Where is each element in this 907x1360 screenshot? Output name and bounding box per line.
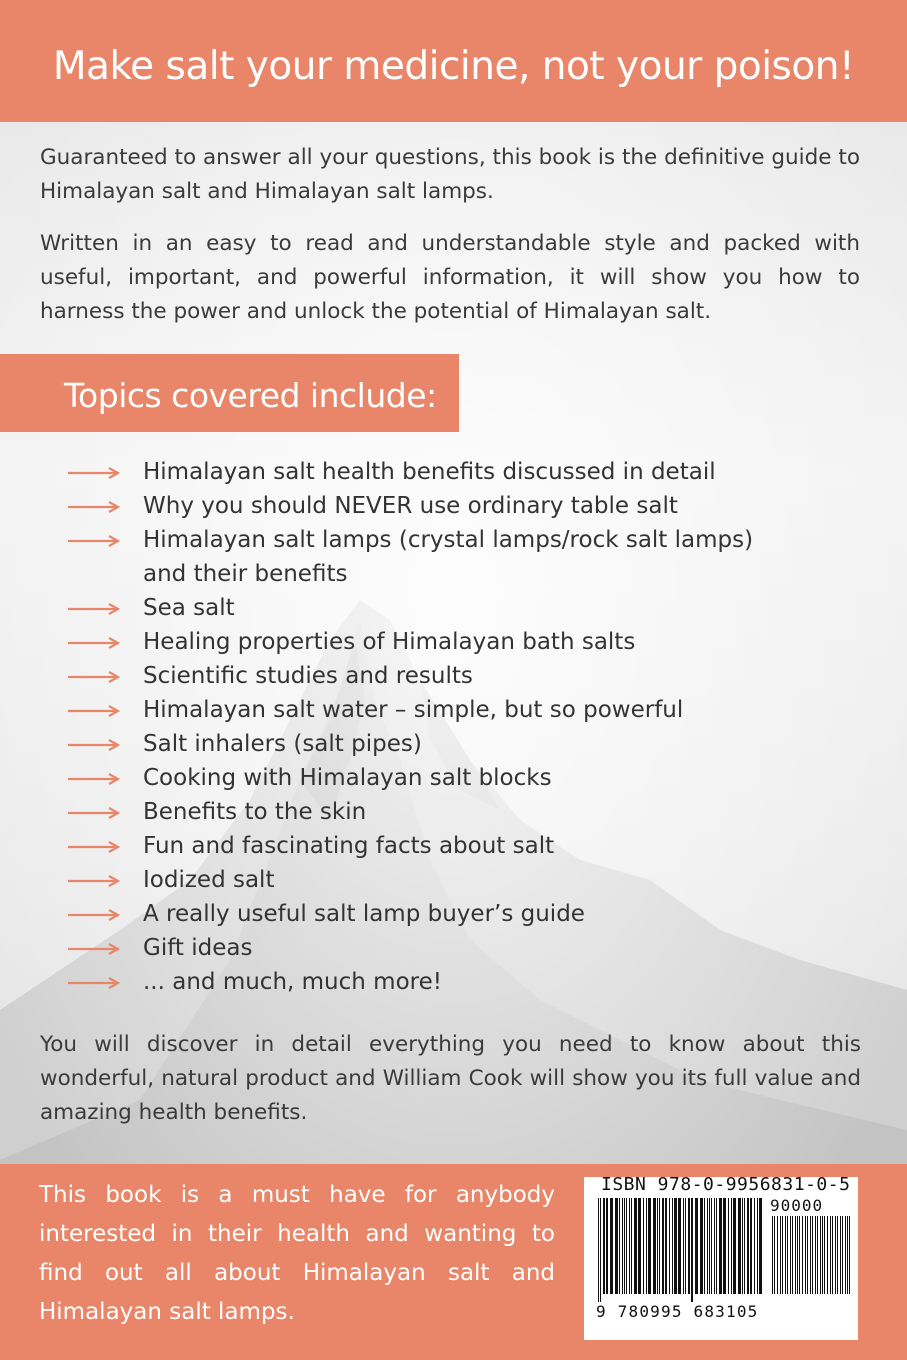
topic-label: Benefits to the skin xyxy=(143,799,367,825)
barcode-bar xyxy=(817,1216,818,1294)
barcode-bar xyxy=(795,1216,796,1294)
barcode-bar xyxy=(847,1216,848,1294)
barcode-bar xyxy=(835,1216,836,1294)
barcode-bar xyxy=(750,1198,752,1294)
barcode-bar xyxy=(792,1216,793,1294)
barcode-bar xyxy=(747,1198,749,1294)
right-arrow-icon xyxy=(68,976,120,990)
list-item xyxy=(0,965,800,999)
barcode-bar xyxy=(799,1216,800,1294)
barcode-digits: 9 780995 683105 xyxy=(596,1302,759,1321)
barcode-bar xyxy=(598,1198,599,1302)
barcode-bar xyxy=(824,1216,825,1294)
topic-label: Fun and fascinating facts about salt xyxy=(143,833,555,859)
topic-label: A really useful salt lamp buyer’s guide xyxy=(143,901,585,927)
list-item xyxy=(0,931,800,965)
barcode-bar xyxy=(782,1216,783,1294)
right-arrow-icon xyxy=(68,942,120,956)
barcode-bar xyxy=(777,1216,778,1294)
barcode-bar xyxy=(678,1198,681,1294)
right-arrow-icon xyxy=(68,840,120,854)
right-arrow-icon xyxy=(68,500,120,514)
barcode-bar xyxy=(837,1216,838,1294)
right-arrow-icon xyxy=(68,466,120,480)
barcode-bar xyxy=(820,1216,821,1294)
topic-label: Himalayan salt lamps (crystal lamps/rock salt lamps) xyxy=(143,527,754,553)
right-arrow-icon xyxy=(68,670,120,684)
barcode-bar xyxy=(822,1216,823,1294)
topic-label: Sea salt xyxy=(143,595,235,621)
topic-label: Himalayan salt water – simple, but so powerful xyxy=(143,697,684,723)
barcode-bar xyxy=(772,1216,773,1294)
barcode-bar xyxy=(728,1198,729,1294)
barcode-bar xyxy=(688,1198,690,1294)
barcode-bar xyxy=(790,1216,791,1294)
barcode-bar xyxy=(626,1198,627,1294)
isbn-label: ISBN 978-0-9956831-0-5 xyxy=(601,1174,851,1195)
topic-label: Salt inhalers (salt pipes) xyxy=(143,731,422,757)
barcode-bar xyxy=(738,1198,741,1294)
barcode-ean13 xyxy=(596,1198,762,1302)
topic-label-continuation: and their benefits xyxy=(143,561,348,587)
barcode-bar xyxy=(759,1198,762,1294)
barcode-addon xyxy=(770,1216,854,1302)
barcode-bar xyxy=(653,1198,656,1294)
barcode-bar xyxy=(622,1198,623,1294)
barcode-bar xyxy=(830,1216,831,1294)
barcode-bar xyxy=(815,1216,816,1294)
barcode-bar xyxy=(691,1198,693,1302)
barcode-bar xyxy=(719,1198,722,1294)
barcode-bar xyxy=(774,1216,775,1294)
barcode-bar xyxy=(624,1198,625,1294)
barcode-bar xyxy=(840,1216,841,1294)
list-item xyxy=(0,897,800,931)
topic-label: Healing properties of Himalayan bath salts xyxy=(143,629,636,655)
barcode-bar xyxy=(807,1216,808,1294)
right-arrow-icon xyxy=(68,908,120,922)
barcode-bar xyxy=(629,1198,630,1294)
barcode-bar xyxy=(674,1198,677,1294)
barcode-bar xyxy=(638,1198,641,1294)
barcode-bar xyxy=(619,1198,620,1294)
barcode-bar xyxy=(731,1198,732,1294)
barcode-bar xyxy=(657,1198,658,1294)
barcode-bar xyxy=(709,1198,710,1294)
outro-paragraph: You will discover in detail everything you need to know about this wonderful, natural product and William Cook will show you its full value and amazing health benefits. xyxy=(40,1032,861,1125)
list-item-continuation xyxy=(0,557,800,591)
right-arrow-icon xyxy=(68,772,120,786)
topic-label: Himalayan salt health benefits discussed in detail xyxy=(143,459,716,485)
topic-label: Gift ideas xyxy=(143,935,253,961)
list-item xyxy=(0,625,800,659)
barcode-bar xyxy=(802,1216,803,1294)
barcode-bar xyxy=(631,1198,632,1294)
barcode-bar xyxy=(662,1198,664,1294)
barcode-bar xyxy=(683,1198,684,1294)
right-arrow-icon xyxy=(68,704,120,718)
barcode-bar xyxy=(672,1198,673,1294)
barcode-bar xyxy=(704,1198,705,1294)
topic-label: ... and much, much more! xyxy=(143,969,442,995)
list-item xyxy=(0,489,800,523)
price-code: 90000 xyxy=(770,1196,824,1215)
topic-label: Why you should NEVER use ordinary table salt xyxy=(143,493,678,519)
barcode-bar xyxy=(810,1216,811,1294)
barcode-bar xyxy=(787,1216,788,1294)
list-item xyxy=(0,795,800,829)
barcode-bar xyxy=(832,1216,833,1294)
list-item xyxy=(0,693,800,727)
barcode-bar xyxy=(849,1216,850,1294)
barcode-bar xyxy=(603,1198,605,1294)
barcode-bar xyxy=(669,1198,670,1294)
barcode-bar xyxy=(606,1198,608,1294)
barcode-bar xyxy=(805,1216,806,1294)
list-item xyxy=(0,591,800,625)
barcode-bar xyxy=(685,1198,686,1294)
list-item xyxy=(0,829,800,863)
barcode-bar xyxy=(845,1216,846,1294)
topics-heading: Topics covered include: xyxy=(64,376,437,415)
list-item xyxy=(0,727,800,761)
barcode-bar xyxy=(812,1216,813,1294)
topic-label: Scientific studies and results xyxy=(143,663,473,689)
barcode-bar xyxy=(716,1198,717,1294)
barcode-bar xyxy=(842,1216,843,1294)
barcode-bar xyxy=(797,1216,798,1294)
barcode-bar xyxy=(827,1216,828,1294)
barcode-bar xyxy=(648,1198,651,1294)
barcode-bar xyxy=(707,1198,708,1294)
barcode-bar xyxy=(723,1198,726,1294)
barcode-bar xyxy=(646,1198,647,1294)
barcode-bar xyxy=(600,1198,601,1302)
list-item xyxy=(0,863,800,897)
barcode-bar xyxy=(714,1198,715,1294)
topic-label: Cooking with Himalayan salt blocks xyxy=(143,765,552,791)
barcode-bar xyxy=(665,1198,667,1294)
intro-paragraph-1: Guaranteed to answer all your questions, this book is the definitive guide to Himalayan salt and Himalayan salt lamps. xyxy=(40,145,860,204)
barcode-bar xyxy=(780,1216,781,1294)
list-item xyxy=(0,523,800,557)
barcode-bar xyxy=(733,1198,736,1294)
barcode-bar xyxy=(785,1216,786,1294)
barcode-bar xyxy=(610,1198,613,1294)
barcode-bar xyxy=(711,1198,712,1294)
barcode-bar xyxy=(643,1198,644,1294)
list-item xyxy=(0,455,800,489)
barcode-bar xyxy=(754,1198,755,1294)
list-item xyxy=(0,761,800,795)
barcode-bar xyxy=(659,1198,660,1294)
list-item xyxy=(0,659,800,693)
right-arrow-icon xyxy=(68,738,120,752)
right-arrow-icon xyxy=(68,602,120,616)
topic-label: Iodized salt xyxy=(143,867,275,893)
intro-paragraph-2: Written in an easy to read and understandable style and packed with useful, important, and powerful information, it will show you how to harness the power and unlock the potential of Himalayan salt. xyxy=(40,231,860,324)
barcode-bar xyxy=(757,1198,758,1294)
footer-pitch: This book is a must have for anybody interested in their health and wanting to find out all about Himalayan salt and Himalayan salt lamps. xyxy=(39,1182,555,1325)
right-arrow-icon xyxy=(68,534,120,548)
barcode-bar xyxy=(615,1198,618,1294)
barcode-bar xyxy=(634,1198,637,1294)
book-tagline: Make salt your medicine, not your poison! xyxy=(52,44,855,89)
right-arrow-icon xyxy=(68,636,120,650)
barcode-bar xyxy=(700,1198,703,1294)
right-arrow-icon xyxy=(68,874,120,888)
right-arrow-icon xyxy=(68,806,120,820)
barcode-bar xyxy=(695,1198,698,1294)
barcode-bar xyxy=(744,1198,745,1294)
barcode-bar xyxy=(742,1198,743,1294)
